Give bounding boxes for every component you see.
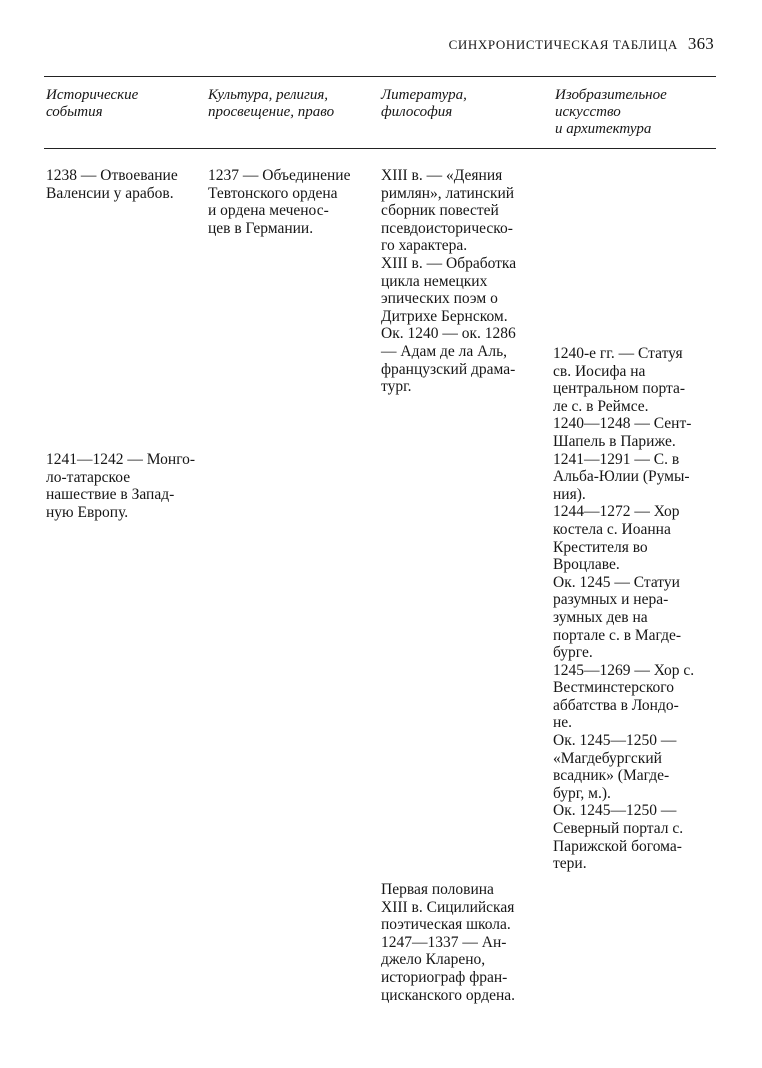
running-head <box>449 34 714 54</box>
literature-entries-lower: Первая половина XIII в. Сицилийская поэтическая школа. 1247—1337 — Ан- джело Кларено, историограф фран- цисканского ордена. <box>381 881 516 1004</box>
top-rule <box>44 76 716 77</box>
column-header-literature: Литература, философия <box>381 87 467 120</box>
page-number: 363 <box>687 34 714 53</box>
column-header-culture: Культура, религия, просвещение, право <box>208 87 335 120</box>
history-entry-1241: 1241—1242 — Монго- ло-татарское нашествие в Запад- ную Европу. <box>46 451 196 521</box>
column-header-history: Исторические события <box>46 87 139 120</box>
column-header-art: Изобразительное искусство и архитектура <box>555 87 667 137</box>
history-entry-1238: 1238 — Отвоевание Валенсии у арабов. <box>46 167 178 202</box>
header-rule <box>44 148 716 149</box>
culture-entry-1237: 1237 — Объединение Тевтонского ордена и ордена меченос- цев в Германии. <box>208 167 351 237</box>
art-entries: 1240-е гг. — Статуя св. Иосифа на центральном порта- ле с. в Реймсе. 1240—1248 — Сент- Шапель в Париже. 1241—1291 — С. в Альба-Юлии (Румы- ния). 1244—1272 — Хор костела с. Иоанна Крестителя во Вроцлаве. Ок. 1245 — Статуи разумных и нера- зумных дев на портале с. в Магде- бурге. 1245—1269 — Хор с. Вестминстерского аббатства в Лондо- не. Ок. 1245—1250 — «Магдебургский всадник» (Магде- бург, м.). Ок. 1245—1250 — Северный портал с. Парижской богома- тери. <box>553 345 695 873</box>
running-head-title: СИНХРОНИСТИЧЕСКАЯ ТАБЛИЦА <box>448 37 678 52</box>
literature-entries-upper: XIII в. — «Деяния римлян», латинский сборник повестей псевдоисторическо- го характера. XIII в. — Обработка цикла немецких эпических поэм о Дитрихе Бернском. Ок. 1240 — ок. 1286 — Адам де ла Аль, французский драма- тург. <box>381 167 517 396</box>
